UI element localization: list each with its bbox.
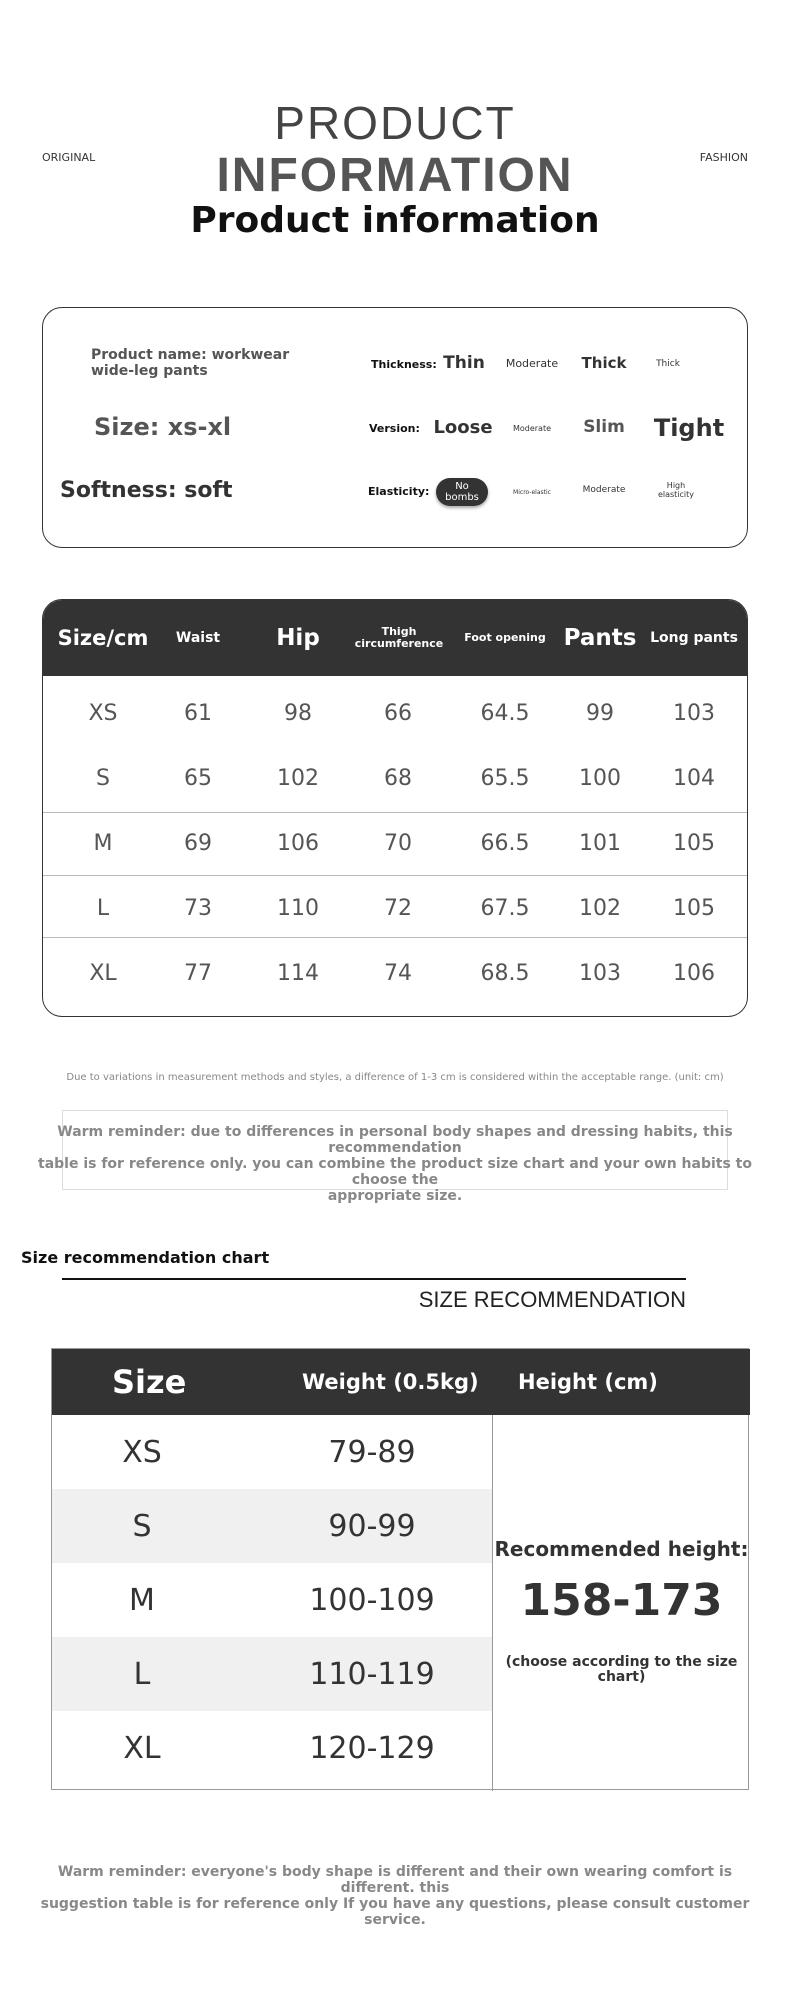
cell-pants: 103 <box>579 961 621 986</box>
recommended-height-note-line2: chart) <box>597 1669 646 1685</box>
rec-col-size: Size <box>112 1363 187 1401</box>
cell-hip: 106 <box>277 831 319 856</box>
cell-thigh: 70 <box>384 831 412 856</box>
product-name-line1: Product name: workwear <box>91 347 290 363</box>
measurement-note: Due to variations in measurement methods and styles, a difference of 1-3 cm is considered within the acceptable range. (unit: cm) <box>66 1072 724 1083</box>
cell-waist: 65 <box>184 766 212 791</box>
elasticity-high-line1: High <box>666 481 686 490</box>
table-row <box>52 1563 492 1637</box>
col-waist: Waist <box>175 629 221 646</box>
cell-pants: 99 <box>586 701 614 726</box>
footer-line2: suggestion table is for reference only If you have any questions, please consult customer service. <box>40 1896 750 1928</box>
elasticity-selected-pill <box>436 478 488 506</box>
cell-thigh: 66 <box>384 701 412 726</box>
thickness-option-moderate: Moderate <box>505 357 559 370</box>
footer-line1: Warm reminder: everyone's body shape is different and their own wearing comfort is different. this <box>57 1864 733 1896</box>
version-label: Version: <box>369 422 420 435</box>
cell-thigh: 68 <box>384 766 412 791</box>
cell-waist: 69 <box>184 831 212 856</box>
size-range: Size: xs-xl <box>94 413 232 441</box>
recommended-height-value: 158-173 <box>520 1575 723 1626</box>
header-title-line2: INFORMATION <box>216 149 574 202</box>
col-thigh-line2: circumference <box>354 637 444 650</box>
rec-cell-size: L <box>133 1656 151 1692</box>
elasticity-high-line2: elasticity <box>657 490 695 499</box>
header-right-label: FASHION <box>699 151 748 164</box>
rec-cell-size: S <box>132 1508 152 1544</box>
elasticity-selected-line2: bombs <box>445 492 479 503</box>
header-title-line1: PRODUCT <box>274 97 516 149</box>
table-row <box>52 1415 492 1489</box>
elasticity-option-micro: Micro-elastic <box>513 489 551 496</box>
cell-foot-opening: 66.5 <box>480 831 530 856</box>
rec-cell-weight: 110-119 <box>309 1656 435 1692</box>
cell-long-pants: 106 <box>673 961 715 986</box>
cell-hip: 114 <box>277 961 319 986</box>
recommendation-title-en: SIZE RECOMMENDATION <box>418 1287 686 1312</box>
version-option-moderate: Moderate <box>512 424 552 433</box>
elasticity-selected-line1: No <box>455 481 469 492</box>
warm-reminder-line3: appropriate size. <box>327 1188 463 1204</box>
thickness-option-thin: Thin <box>443 353 485 373</box>
row-divider <box>43 937 748 938</box>
cell-long-pants: 103 <box>673 701 715 726</box>
recommended-height-label: Recommended height: <box>494 1537 749 1561</box>
col-hip: Hip <box>276 624 320 651</box>
thickness-label: Thickness: <box>371 358 437 371</box>
cell-waist: 73 <box>184 896 212 921</box>
elasticity-option-moderate: Moderate <box>582 485 626 495</box>
version-option-tight: Tight <box>653 414 725 442</box>
header-left-label: ORIGINAL <box>42 151 96 164</box>
size-table <box>42 599 748 1017</box>
cell-waist: 61 <box>184 701 212 726</box>
rec-col-height: Height (cm) <box>518 1370 658 1394</box>
rec-cell-weight: 79-89 <box>328 1434 416 1470</box>
col-foot-opening: Foot opening <box>464 631 546 645</box>
cell-size: L <box>96 896 110 921</box>
product-name <box>91 347 289 379</box>
recommendation-table <box>51 1348 749 1790</box>
col-long-pants: Long pants <box>650 629 738 646</box>
cell-size: XL <box>89 961 117 986</box>
recommended-height-note-line1: (choose according to the size <box>505 1654 738 1670</box>
recommendation-rule <box>62 1278 686 1280</box>
col-size: Size/cm <box>57 625 149 650</box>
softness: Softness: soft <box>60 478 233 503</box>
size-table-header <box>43 600 748 676</box>
rec-cell-weight: 90-99 <box>328 1508 416 1544</box>
warm-reminder-line2: table is for reference only. you can combine the product size chart and your own habits to choose the <box>38 1156 752 1188</box>
elasticity-option-high <box>644 481 708 499</box>
version-option-loose: Loose <box>433 417 493 438</box>
recommendation-table-header <box>52 1349 750 1415</box>
product-name-line2: wide-leg pants <box>91 363 208 379</box>
cell-thigh: 72 <box>384 896 412 921</box>
cell-long-pants: 105 <box>673 896 715 921</box>
cell-foot-opening: 68.5 <box>480 961 530 986</box>
footer-reminder <box>20 1864 770 1928</box>
thickness-option-thick-2: Thick <box>656 359 680 369</box>
warm-reminder-line1: Warm reminder: due to differences in personal body shapes and dressing habits, this recommendation <box>57 1124 733 1156</box>
table-row <box>52 1637 492 1711</box>
cell-foot-opening: 65.5 <box>480 766 530 791</box>
rec-cell-size: M <box>129 1582 155 1618</box>
col-pants: Pants <box>563 624 637 651</box>
recommended-height-note <box>493 1655 750 1685</box>
thickness-option-thick: Thick <box>581 354 627 372</box>
version-option-slim: Slim <box>583 417 625 437</box>
cell-foot-opening: 64.5 <box>480 701 530 726</box>
cell-thigh: 74 <box>384 961 412 986</box>
page-subtitle: Product information <box>190 200 600 241</box>
rec-cell-size: XS <box>122 1434 162 1470</box>
col-thigh-line1: Thigh <box>381 625 417 639</box>
rec-cell-size: XL <box>123 1730 161 1766</box>
cell-long-pants: 105 <box>673 831 715 856</box>
cell-waist: 77 <box>184 961 212 986</box>
recommendation-title: Size recommendation chart <box>21 1248 270 1267</box>
table-row <box>52 1489 492 1563</box>
warm-reminder-text <box>20 1124 770 1204</box>
row-divider <box>43 812 748 813</box>
cell-pants: 100 <box>579 766 621 791</box>
rec-cell-weight: 100-109 <box>309 1582 435 1618</box>
table-row <box>52 1711 492 1785</box>
col-thigh <box>343 600 455 676</box>
cell-foot-opening: 67.5 <box>480 896 530 921</box>
cell-size: XS <box>88 701 118 726</box>
row-divider <box>43 875 748 876</box>
cell-size: S <box>96 766 110 791</box>
recommended-height-panel <box>493 1415 750 1791</box>
cell-size: M <box>93 831 113 856</box>
cell-pants: 102 <box>579 896 621 921</box>
cell-long-pants: 104 <box>673 766 715 791</box>
rec-cell-weight: 120-129 <box>309 1730 435 1766</box>
cell-pants: 101 <box>579 831 621 856</box>
rec-col-weight: Weight (0.5kg) <box>302 1370 479 1394</box>
cell-hip: 98 <box>284 701 312 726</box>
elasticity-label: Elasticity: <box>368 485 430 498</box>
cell-hip: 110 <box>277 896 319 921</box>
cell-hip: 102 <box>277 766 319 791</box>
